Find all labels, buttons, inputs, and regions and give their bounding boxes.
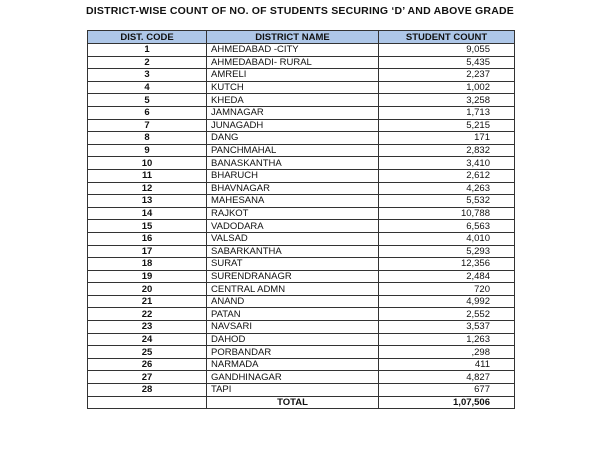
- district-name-cell: AMRELI: [207, 69, 379, 82]
- dist-code-cell: 10: [88, 157, 207, 170]
- total-blank-cell: [88, 396, 207, 409]
- district-name-cell: GANDHINAGAR: [207, 371, 379, 384]
- dist-code-cell: 18: [88, 258, 207, 271]
- dist-code-cell: 23: [88, 321, 207, 334]
- table-row: [88, 308, 515, 321]
- dist-code-cell: 22: [88, 308, 207, 321]
- district-name-cell: DANG: [207, 132, 379, 145]
- dist-code-cell: 15: [88, 220, 207, 233]
- student-count-cell: 3,410: [379, 157, 515, 170]
- table-row: [88, 346, 515, 359]
- student-count-cell: 3,258: [379, 94, 515, 107]
- district-name-cell: BHARUCH: [207, 169, 379, 182]
- document-title: DISTRICT-WISE COUNT OF NO. OF STUDENTS SECURING ‘D’ AND ABOVE GRADE: [86, 5, 514, 17]
- student-count-cell: 411: [379, 358, 515, 371]
- table-row: [88, 44, 515, 57]
- table-row: [88, 295, 515, 308]
- student-count-cell: ,298: [379, 346, 515, 359]
- table-row: [88, 94, 515, 107]
- district-name-cell: KUTCH: [207, 81, 379, 94]
- table-row: [88, 69, 515, 82]
- dist-code-cell: 8: [88, 132, 207, 145]
- student-count-cell: 5,215: [379, 119, 515, 132]
- student-count-cell: 3,537: [379, 321, 515, 334]
- student-count-cell: 10,788: [379, 207, 515, 220]
- table-row: [88, 333, 515, 346]
- district-name-cell: JAMNAGAR: [207, 106, 379, 119]
- table-row: [88, 384, 515, 397]
- district-table: [87, 30, 515, 409]
- dist-code-cell: 12: [88, 182, 207, 195]
- dist-code-cell: 21: [88, 295, 207, 308]
- table-row: [88, 157, 515, 170]
- district-name-cell: MAHESANA: [207, 195, 379, 208]
- dist-code-cell: 13: [88, 195, 207, 208]
- total-label: TOTAL: [207, 396, 379, 409]
- table-row: [88, 207, 515, 220]
- table-row: [88, 321, 515, 334]
- dist-code-cell: 7: [88, 119, 207, 132]
- district-name-cell: PATAN: [207, 308, 379, 321]
- dist-code-cell: 4: [88, 81, 207, 94]
- table-row: [88, 195, 515, 208]
- dist-code-cell: 19: [88, 270, 207, 283]
- district-name-cell: PANCHMAHAL: [207, 144, 379, 157]
- district-name-cell: BANASKANTHA: [207, 157, 379, 170]
- district-name-cell: CENTRAL ADMN: [207, 283, 379, 296]
- dist-code-cell: 28: [88, 384, 207, 397]
- table-row: [88, 245, 515, 258]
- student-count-cell: 1,002: [379, 81, 515, 94]
- student-count-cell: 720: [379, 283, 515, 296]
- column-header-student-count: STUDENT COUNT: [379, 31, 515, 44]
- student-count-cell: 2,832: [379, 144, 515, 157]
- student-count-cell: 1,263: [379, 333, 515, 346]
- district-name-cell: NAVSARI: [207, 321, 379, 334]
- district-name-cell: ANAND: [207, 295, 379, 308]
- student-count-cell: 5,435: [379, 56, 515, 69]
- table-row: [88, 169, 515, 182]
- column-header-district-name: DISTRICT NAME: [207, 31, 379, 44]
- student-count-cell: 6,563: [379, 220, 515, 233]
- district-name-cell: BHAVNAGAR: [207, 182, 379, 195]
- student-count-cell: 4,992: [379, 295, 515, 308]
- table-row: [88, 81, 515, 94]
- table-row: [88, 232, 515, 245]
- dist-code-cell: 16: [88, 232, 207, 245]
- district-name-cell: PORBANDAR: [207, 346, 379, 359]
- student-count-cell: 4,010: [379, 232, 515, 245]
- district-name-cell: SURAT: [207, 258, 379, 271]
- dist-code-cell: 6: [88, 106, 207, 119]
- district-name-cell: VALSAD: [207, 232, 379, 245]
- table-row: [88, 106, 515, 119]
- student-count-cell: 5,532: [379, 195, 515, 208]
- student-count-cell: 4,827: [379, 371, 515, 384]
- district-name-cell: SABARKANTHA: [207, 245, 379, 258]
- district-name-cell: AHMEDABADI- RURAL: [207, 56, 379, 69]
- table-row: [88, 358, 515, 371]
- table-row: [88, 119, 515, 132]
- student-count-cell: 677: [379, 384, 515, 397]
- table-row: [88, 56, 515, 69]
- student-count-cell: 5,293: [379, 245, 515, 258]
- district-name-cell: RAJKOT: [207, 207, 379, 220]
- student-count-cell: 171: [379, 132, 515, 145]
- district-name-cell: KHEDA: [207, 94, 379, 107]
- dist-code-cell: 17: [88, 245, 207, 258]
- student-count-cell: 12,356: [379, 258, 515, 271]
- student-count-cell: 2,484: [379, 270, 515, 283]
- student-count-cell: 2,552: [379, 308, 515, 321]
- column-header-dist-code: DIST. CODE: [88, 31, 207, 44]
- dist-code-cell: 11: [88, 169, 207, 182]
- student-count-cell: 2,612: [379, 169, 515, 182]
- table-row: [88, 132, 515, 145]
- table-row: [88, 283, 515, 296]
- district-name-cell: DAHOD: [207, 333, 379, 346]
- dist-code-cell: 3: [88, 69, 207, 82]
- table-header-row: [88, 31, 515, 44]
- district-name-cell: NARMADA: [207, 358, 379, 371]
- table-row: [88, 144, 515, 157]
- table-row: [88, 270, 515, 283]
- district-name-cell: JUNAGADH: [207, 119, 379, 132]
- dist-code-cell: 25: [88, 346, 207, 359]
- dist-code-cell: 14: [88, 207, 207, 220]
- student-count-cell: 4,263: [379, 182, 515, 195]
- total-row: [88, 396, 515, 409]
- student-count-cell: 1,713: [379, 106, 515, 119]
- district-name-cell: TAPI: [207, 384, 379, 397]
- dist-code-cell: 20: [88, 283, 207, 296]
- district-name-cell: VADODARA: [207, 220, 379, 233]
- dist-code-cell: 26: [88, 358, 207, 371]
- dist-code-cell: 9: [88, 144, 207, 157]
- table-row: [88, 220, 515, 233]
- dist-code-cell: 24: [88, 333, 207, 346]
- dist-code-cell: 27: [88, 371, 207, 384]
- table-row: [88, 371, 515, 384]
- district-name-cell: AHMEDABAD -CITY: [207, 44, 379, 57]
- table-row: [88, 182, 515, 195]
- dist-code-cell: 5: [88, 94, 207, 107]
- dist-code-cell: 1: [88, 44, 207, 57]
- table-row: [88, 258, 515, 271]
- district-name-cell: SURENDRANAGR: [207, 270, 379, 283]
- total-count: 1,07,506: [379, 396, 515, 409]
- student-count-cell: 2,237: [379, 69, 515, 82]
- dist-code-cell: 2: [88, 56, 207, 69]
- student-count-cell: 9,055: [379, 44, 515, 57]
